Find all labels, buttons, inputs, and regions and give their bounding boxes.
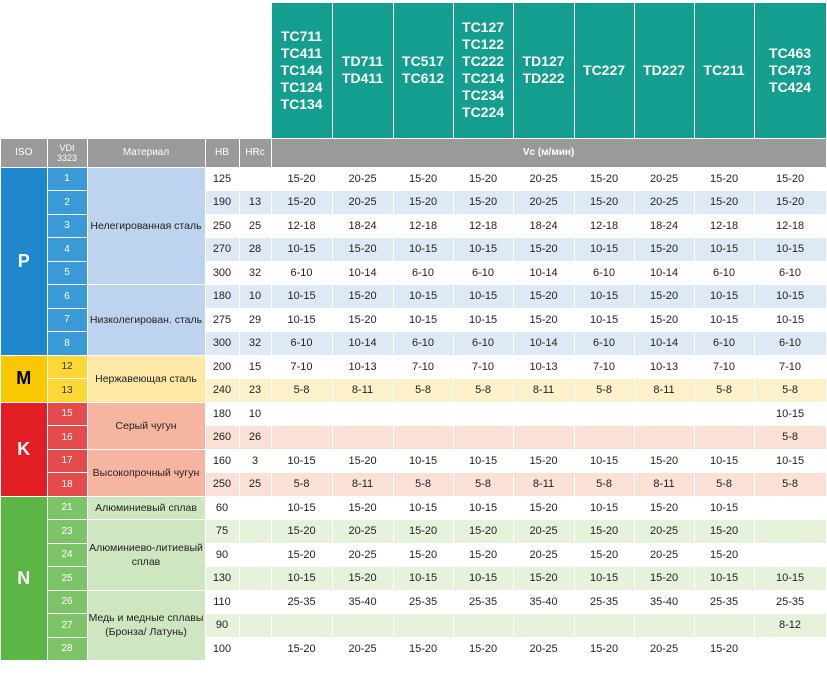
table-row	[1, 590, 826, 614]
vc-cell	[393, 614, 453, 638]
iso-group-label: K	[1, 402, 47, 496]
hb-value: 180	[205, 402, 239, 426]
vc-cell: 6-10	[574, 332, 634, 356]
hb-value: 125	[205, 167, 239, 191]
vc-cell: 35-40	[634, 590, 694, 614]
vc-cell: 10-13	[332, 355, 393, 379]
grade-col-7: TD227	[634, 3, 694, 138]
vc-cell: 25-35	[453, 590, 513, 614]
vc-cell: 10-15	[754, 238, 826, 262]
vc-cell: 18-24	[634, 214, 694, 238]
hb-value: 180	[205, 285, 239, 309]
vc-cell: 18-24	[513, 214, 574, 238]
vc-cell: 20-25	[513, 167, 574, 191]
vc-cell	[574, 426, 634, 450]
vc-cell: 10-15	[453, 496, 513, 520]
vc-cell: 12-18	[754, 214, 826, 238]
vc-cell: 10-15	[453, 238, 513, 262]
vc-cell: 15-20	[634, 285, 694, 309]
vc-cell: 20-25	[513, 520, 574, 544]
vc-cell: 5-8	[754, 426, 826, 450]
vc-cell: 10-15	[393, 308, 453, 332]
vc-cell: 5-8	[574, 379, 634, 403]
hrc-value	[239, 543, 271, 567]
grade-col-8: TC211	[694, 3, 754, 138]
vc-cell	[513, 614, 574, 638]
vc-cell: 15-20	[634, 567, 694, 591]
vc-cell: 10-14	[332, 332, 393, 356]
table-row	[1, 449, 826, 473]
vc-cell: 10-15	[574, 285, 634, 309]
vc-cell: 8-11	[513, 379, 574, 403]
vc-cell: 6-10	[574, 261, 634, 285]
vc-cell: 10-15	[694, 285, 754, 309]
table-row	[1, 285, 826, 309]
vdi-number: 15	[47, 402, 87, 426]
vc-cell: 10-15	[694, 238, 754, 262]
vc-cell: 20-25	[332, 191, 393, 215]
vc-cell: 15-20	[332, 238, 393, 262]
hrc-value: 32	[239, 261, 271, 285]
vc-cell: 5-8	[271, 379, 332, 403]
vc-cell: 10-15	[271, 285, 332, 309]
vc-cell	[453, 426, 513, 450]
vdi-number: 2	[47, 191, 87, 215]
hrc-header: HRc	[239, 138, 271, 167]
table-row	[1, 520, 826, 544]
hb-value: 250	[205, 473, 239, 497]
vc-cell: 15-20	[694, 520, 754, 544]
vc-cell: 20-25	[634, 520, 694, 544]
vc-cell: 6-10	[754, 261, 826, 285]
vc-cell: 6-10	[393, 261, 453, 285]
vc-cell: 6-10	[453, 261, 513, 285]
vc-cell: 10-15	[694, 308, 754, 332]
vc-cell: 20-25	[513, 543, 574, 567]
vc-cell: 5-8	[754, 379, 826, 403]
vdi-number: 13	[47, 379, 87, 403]
vc-cell: 20-25	[332, 167, 393, 191]
material-name: Нелегированная сталь	[87, 167, 205, 285]
hrc-value: 15	[239, 355, 271, 379]
iso-group-label: M	[1, 355, 47, 402]
vc-cell: 20-25	[332, 520, 393, 544]
vc-cell: 5-8	[453, 473, 513, 497]
vc-cell: 15-20	[513, 496, 574, 520]
vc-cell: 10-15	[453, 567, 513, 591]
hb-value: 300	[205, 332, 239, 356]
vc-cell: 15-20	[513, 285, 574, 309]
vc-cell: 10-14	[513, 261, 574, 285]
vdi-number: 12	[47, 355, 87, 379]
vc-cell: 10-15	[754, 308, 826, 332]
vc-cell: 15-20	[754, 191, 826, 215]
vc-cell: 35-40	[513, 590, 574, 614]
hb-value: 90	[205, 614, 239, 638]
vc-cell: 12-18	[574, 214, 634, 238]
vc-cell	[574, 402, 634, 426]
hrc-value	[239, 637, 271, 661]
vc-cell: 15-20	[332, 449, 393, 473]
vc-cell: 15-20	[393, 543, 453, 567]
vdi-number: 1	[47, 167, 87, 191]
vc-cell	[754, 496, 826, 520]
material-name: Серый чугун	[87, 402, 205, 449]
hrc-value: 28	[239, 238, 271, 262]
hb-value: 260	[205, 426, 239, 450]
hb-value: 160	[205, 449, 239, 473]
vc-cell: 20-25	[332, 543, 393, 567]
hb-value: 240	[205, 379, 239, 403]
vc-cell: 15-20	[694, 167, 754, 191]
vc-cell: 5-8	[694, 379, 754, 403]
vc-cell: 20-25	[634, 191, 694, 215]
vc-cell: 5-8	[393, 379, 453, 403]
vc-cell	[694, 614, 754, 638]
vc-cell: 15-20	[513, 567, 574, 591]
table-row	[1, 355, 826, 379]
hb-value: 60	[205, 496, 239, 520]
vc-cell: 15-20	[634, 496, 694, 520]
material-name: Медь и медные сплавы (Бронза/ Латунь)	[87, 590, 205, 661]
vc-cell	[694, 402, 754, 426]
hb-value: 100	[205, 637, 239, 661]
vc-cell: 10-14	[634, 332, 694, 356]
vc-cell: 5-8	[393, 473, 453, 497]
vc-cell: 10-15	[754, 567, 826, 591]
hrc-value: 29	[239, 308, 271, 332]
vc-cell	[271, 614, 332, 638]
vc-cell	[271, 402, 332, 426]
vdi-number: 27	[47, 614, 87, 638]
vc-cell: 25-35	[754, 590, 826, 614]
vdi-number: 28	[47, 637, 87, 661]
vc-cell: 15-20	[694, 543, 754, 567]
grade-col-3: TC517 TC612	[393, 3, 453, 138]
vc-cell: 10-15	[271, 496, 332, 520]
vc-cell: 15-20	[513, 238, 574, 262]
table-row	[1, 496, 826, 520]
vdi-number: 25	[47, 567, 87, 591]
vc-cell	[634, 426, 694, 450]
vc-cell	[634, 402, 694, 426]
vc-cell: 15-20	[393, 637, 453, 661]
hb-value: 75	[205, 520, 239, 544]
vc-cell: 15-20	[634, 238, 694, 262]
vc-cell: 15-20	[332, 285, 393, 309]
table-row	[1, 402, 826, 426]
vdi-number: 8	[47, 332, 87, 356]
vc-cell: 10-15	[574, 449, 634, 473]
vdi-number: 6	[47, 285, 87, 309]
vdi-number: 17	[47, 449, 87, 473]
table-body	[1, 167, 826, 661]
vc-cell: 5-8	[694, 473, 754, 497]
vc-cell: 15-20	[393, 191, 453, 215]
vc-cell: 15-20	[271, 167, 332, 191]
grade-col-5: TD127 TD222	[513, 3, 574, 138]
vc-cell	[332, 402, 393, 426]
vc-cell: 8-11	[634, 379, 694, 403]
vc-cell: 10-14	[332, 261, 393, 285]
vc-cell: 10-15	[271, 238, 332, 262]
vc-cell	[634, 614, 694, 638]
hb-value: 130	[205, 567, 239, 591]
vc-cell: 10-13	[634, 355, 694, 379]
vc-cell: 10-15	[453, 285, 513, 309]
vc-cell: 6-10	[271, 332, 332, 356]
vc-cell	[574, 614, 634, 638]
vc-cell: 15-20	[574, 167, 634, 191]
grade-header-row	[1, 3, 826, 138]
vc-cell	[694, 426, 754, 450]
vc-cell: 6-10	[754, 332, 826, 356]
vc-cell: 15-20	[393, 520, 453, 544]
vc-cell: 15-20	[271, 543, 332, 567]
vc-cell	[754, 520, 826, 544]
hb-value: 110	[205, 590, 239, 614]
vc-cell	[513, 426, 574, 450]
vc-cell: 10-15	[271, 567, 332, 591]
vc-cell: 7-10	[453, 355, 513, 379]
vc-cell: 10-15	[393, 285, 453, 309]
vc-cell: 20-25	[634, 543, 694, 567]
vc-cell: 10-15	[453, 308, 513, 332]
vc-cell: 15-20	[332, 496, 393, 520]
vc-cell: 15-20	[271, 637, 332, 661]
hrc-value: 26	[239, 426, 271, 450]
vc-cell: 10-13	[513, 355, 574, 379]
vc-cell: 10-15	[694, 496, 754, 520]
vc-cell: 10-15	[694, 567, 754, 591]
hb-value: 275	[205, 308, 239, 332]
hrc-value: 10	[239, 402, 271, 426]
hb-value: 190	[205, 191, 239, 215]
vc-cell	[332, 426, 393, 450]
vc-cell: 12-18	[271, 214, 332, 238]
vc-cell: 6-10	[393, 332, 453, 356]
vdi-number: 3	[47, 214, 87, 238]
iso-header: ISO	[1, 138, 47, 167]
grade-col-4: TC127 TC122 TC222 TC214 TC234 TC224	[453, 3, 513, 138]
vc-cell	[754, 637, 826, 661]
vc-cell: 8-12	[754, 614, 826, 638]
vc-cell: 10-15	[393, 496, 453, 520]
vc-cell: 25-35	[574, 590, 634, 614]
vc-cell: 25-35	[271, 590, 332, 614]
vc-cell: 15-20	[574, 520, 634, 544]
hb-value: 300	[205, 261, 239, 285]
hrc-value	[239, 590, 271, 614]
vc-cell	[513, 402, 574, 426]
vc-cell	[271, 426, 332, 450]
hrc-value	[239, 496, 271, 520]
vc-cell: 7-10	[754, 355, 826, 379]
vc-cell	[453, 402, 513, 426]
vc-cell: 15-20	[332, 308, 393, 332]
vc-cell	[453, 614, 513, 638]
vc-cell: 10-14	[634, 261, 694, 285]
hrc-value: 23	[239, 379, 271, 403]
vc-cell	[754, 543, 826, 567]
material-name: Нержавеющая сталь	[87, 355, 205, 402]
grade-col-1: TC711 TC411 TC144 TC124 TC134	[271, 3, 332, 138]
vc-cell: 15-20	[634, 308, 694, 332]
vc-cell: 10-15	[271, 449, 332, 473]
vdi-header: VDI 3323	[47, 138, 87, 167]
grade-col-6: TC227	[574, 3, 634, 138]
vc-cell: 10-15	[393, 449, 453, 473]
vc-cell: 10-15	[574, 308, 634, 332]
vc-cell	[393, 402, 453, 426]
vc-cell: 20-25	[332, 637, 393, 661]
vc-cell: 25-35	[393, 590, 453, 614]
vc-cell: 20-25	[634, 637, 694, 661]
vc-cell: 18-24	[332, 214, 393, 238]
material-name: Низколегирован. сталь	[87, 285, 205, 356]
vc-cell: 15-20	[453, 167, 513, 191]
vc-header: Vc (м/мин)	[271, 138, 826, 167]
hrc-value: 3	[239, 449, 271, 473]
vc-cell: 10-15	[393, 567, 453, 591]
hrc-value: 32	[239, 332, 271, 356]
material-header: Материал	[87, 138, 205, 167]
vdi-number: 24	[47, 543, 87, 567]
vc-cell	[332, 614, 393, 638]
vc-cell: 15-20	[513, 308, 574, 332]
vc-cell: 10-15	[694, 449, 754, 473]
vc-cell: 5-8	[453, 379, 513, 403]
vdi-number: 4	[47, 238, 87, 262]
vc-cell: 10-15	[754, 449, 826, 473]
vc-cell: 15-20	[634, 449, 694, 473]
vc-cell: 15-20	[271, 520, 332, 544]
vc-cell: 8-11	[332, 473, 393, 497]
header-blank	[1, 3, 271, 138]
vc-cell: 15-20	[694, 191, 754, 215]
vc-cell: 6-10	[694, 261, 754, 285]
vc-cell: 15-20	[453, 191, 513, 215]
vc-cell: 8-11	[634, 473, 694, 497]
vc-cell: 10-15	[453, 449, 513, 473]
vc-cell: 6-10	[271, 261, 332, 285]
hb-value: 270	[205, 238, 239, 262]
vc-cell: 7-10	[574, 355, 634, 379]
hrc-value	[239, 567, 271, 591]
vc-cell: 7-10	[393, 355, 453, 379]
hrc-value: 25	[239, 214, 271, 238]
vc-cell: 15-20	[574, 637, 634, 661]
column-header-row	[1, 138, 826, 167]
vc-cell: 20-25	[634, 167, 694, 191]
vc-cell: 10-15	[574, 496, 634, 520]
vc-cell: 15-20	[513, 449, 574, 473]
vc-cell: 12-18	[393, 214, 453, 238]
iso-group-label: N	[1, 496, 47, 661]
vc-cell: 15-20	[393, 167, 453, 191]
hrc-value: 10	[239, 285, 271, 309]
hb-value: 90	[205, 543, 239, 567]
vdi-number: 26	[47, 590, 87, 614]
vc-cell: 15-20	[453, 543, 513, 567]
hb-value: 250	[205, 214, 239, 238]
grade-col-2: TD711 TD411	[332, 3, 393, 138]
vc-cell: 5-8	[754, 473, 826, 497]
vc-cell: 5-8	[574, 473, 634, 497]
vc-cell: 15-20	[574, 543, 634, 567]
table-row	[1, 167, 826, 191]
vdi-number: 5	[47, 261, 87, 285]
vc-cell: 15-20	[332, 567, 393, 591]
vdi-number: 23	[47, 520, 87, 544]
cutting-speed-table	[1, 3, 827, 661]
vdi-number: 18	[47, 473, 87, 497]
vdi-number: 7	[47, 308, 87, 332]
vc-cell: 25-35	[694, 590, 754, 614]
grade-col-9: TC463 TC473 TC424	[754, 3, 826, 138]
vc-cell: 6-10	[453, 332, 513, 356]
hrc-value: 13	[239, 191, 271, 215]
vc-cell: 10-15	[574, 238, 634, 262]
hrc-value: 25	[239, 473, 271, 497]
vc-cell: 20-25	[513, 637, 574, 661]
vc-cell: 10-15	[754, 402, 826, 426]
vc-cell: 8-11	[332, 379, 393, 403]
vc-cell: 35-40	[332, 590, 393, 614]
hb-header: HB	[205, 138, 239, 167]
vc-cell: 5-8	[271, 473, 332, 497]
vc-cell: 8-11	[513, 473, 574, 497]
vc-cell: 10-15	[393, 238, 453, 262]
hrc-value	[239, 520, 271, 544]
vc-cell	[393, 426, 453, 450]
iso-group-label: P	[1, 167, 47, 355]
vc-cell: 7-10	[271, 355, 332, 379]
vc-cell: 12-18	[694, 214, 754, 238]
vdi-number: 21	[47, 496, 87, 520]
hrc-value	[239, 614, 271, 638]
vc-cell: 15-20	[271, 191, 332, 215]
vc-cell: 15-20	[574, 191, 634, 215]
vc-cell: 10-14	[513, 332, 574, 356]
material-name: Алюминиево-литиевый сплав	[87, 520, 205, 591]
vc-cell: 10-15	[271, 308, 332, 332]
material-name: Алюминиевый сплав	[87, 496, 205, 520]
vdi-number: 16	[47, 426, 87, 450]
vc-cell: 12-18	[453, 214, 513, 238]
vc-cell: 15-20	[754, 167, 826, 191]
material-name: Высокопрочный чугун	[87, 449, 205, 496]
hb-value: 200	[205, 355, 239, 379]
vc-cell: 20-25	[513, 191, 574, 215]
vc-cell: 15-20	[694, 637, 754, 661]
vc-cell: 7-10	[694, 355, 754, 379]
vc-cell: 15-20	[453, 637, 513, 661]
vc-cell: 15-20	[453, 520, 513, 544]
hrc-value	[239, 167, 271, 191]
vc-cell: 10-15	[574, 567, 634, 591]
vc-cell: 10-15	[754, 285, 826, 309]
vc-cell: 6-10	[694, 332, 754, 356]
